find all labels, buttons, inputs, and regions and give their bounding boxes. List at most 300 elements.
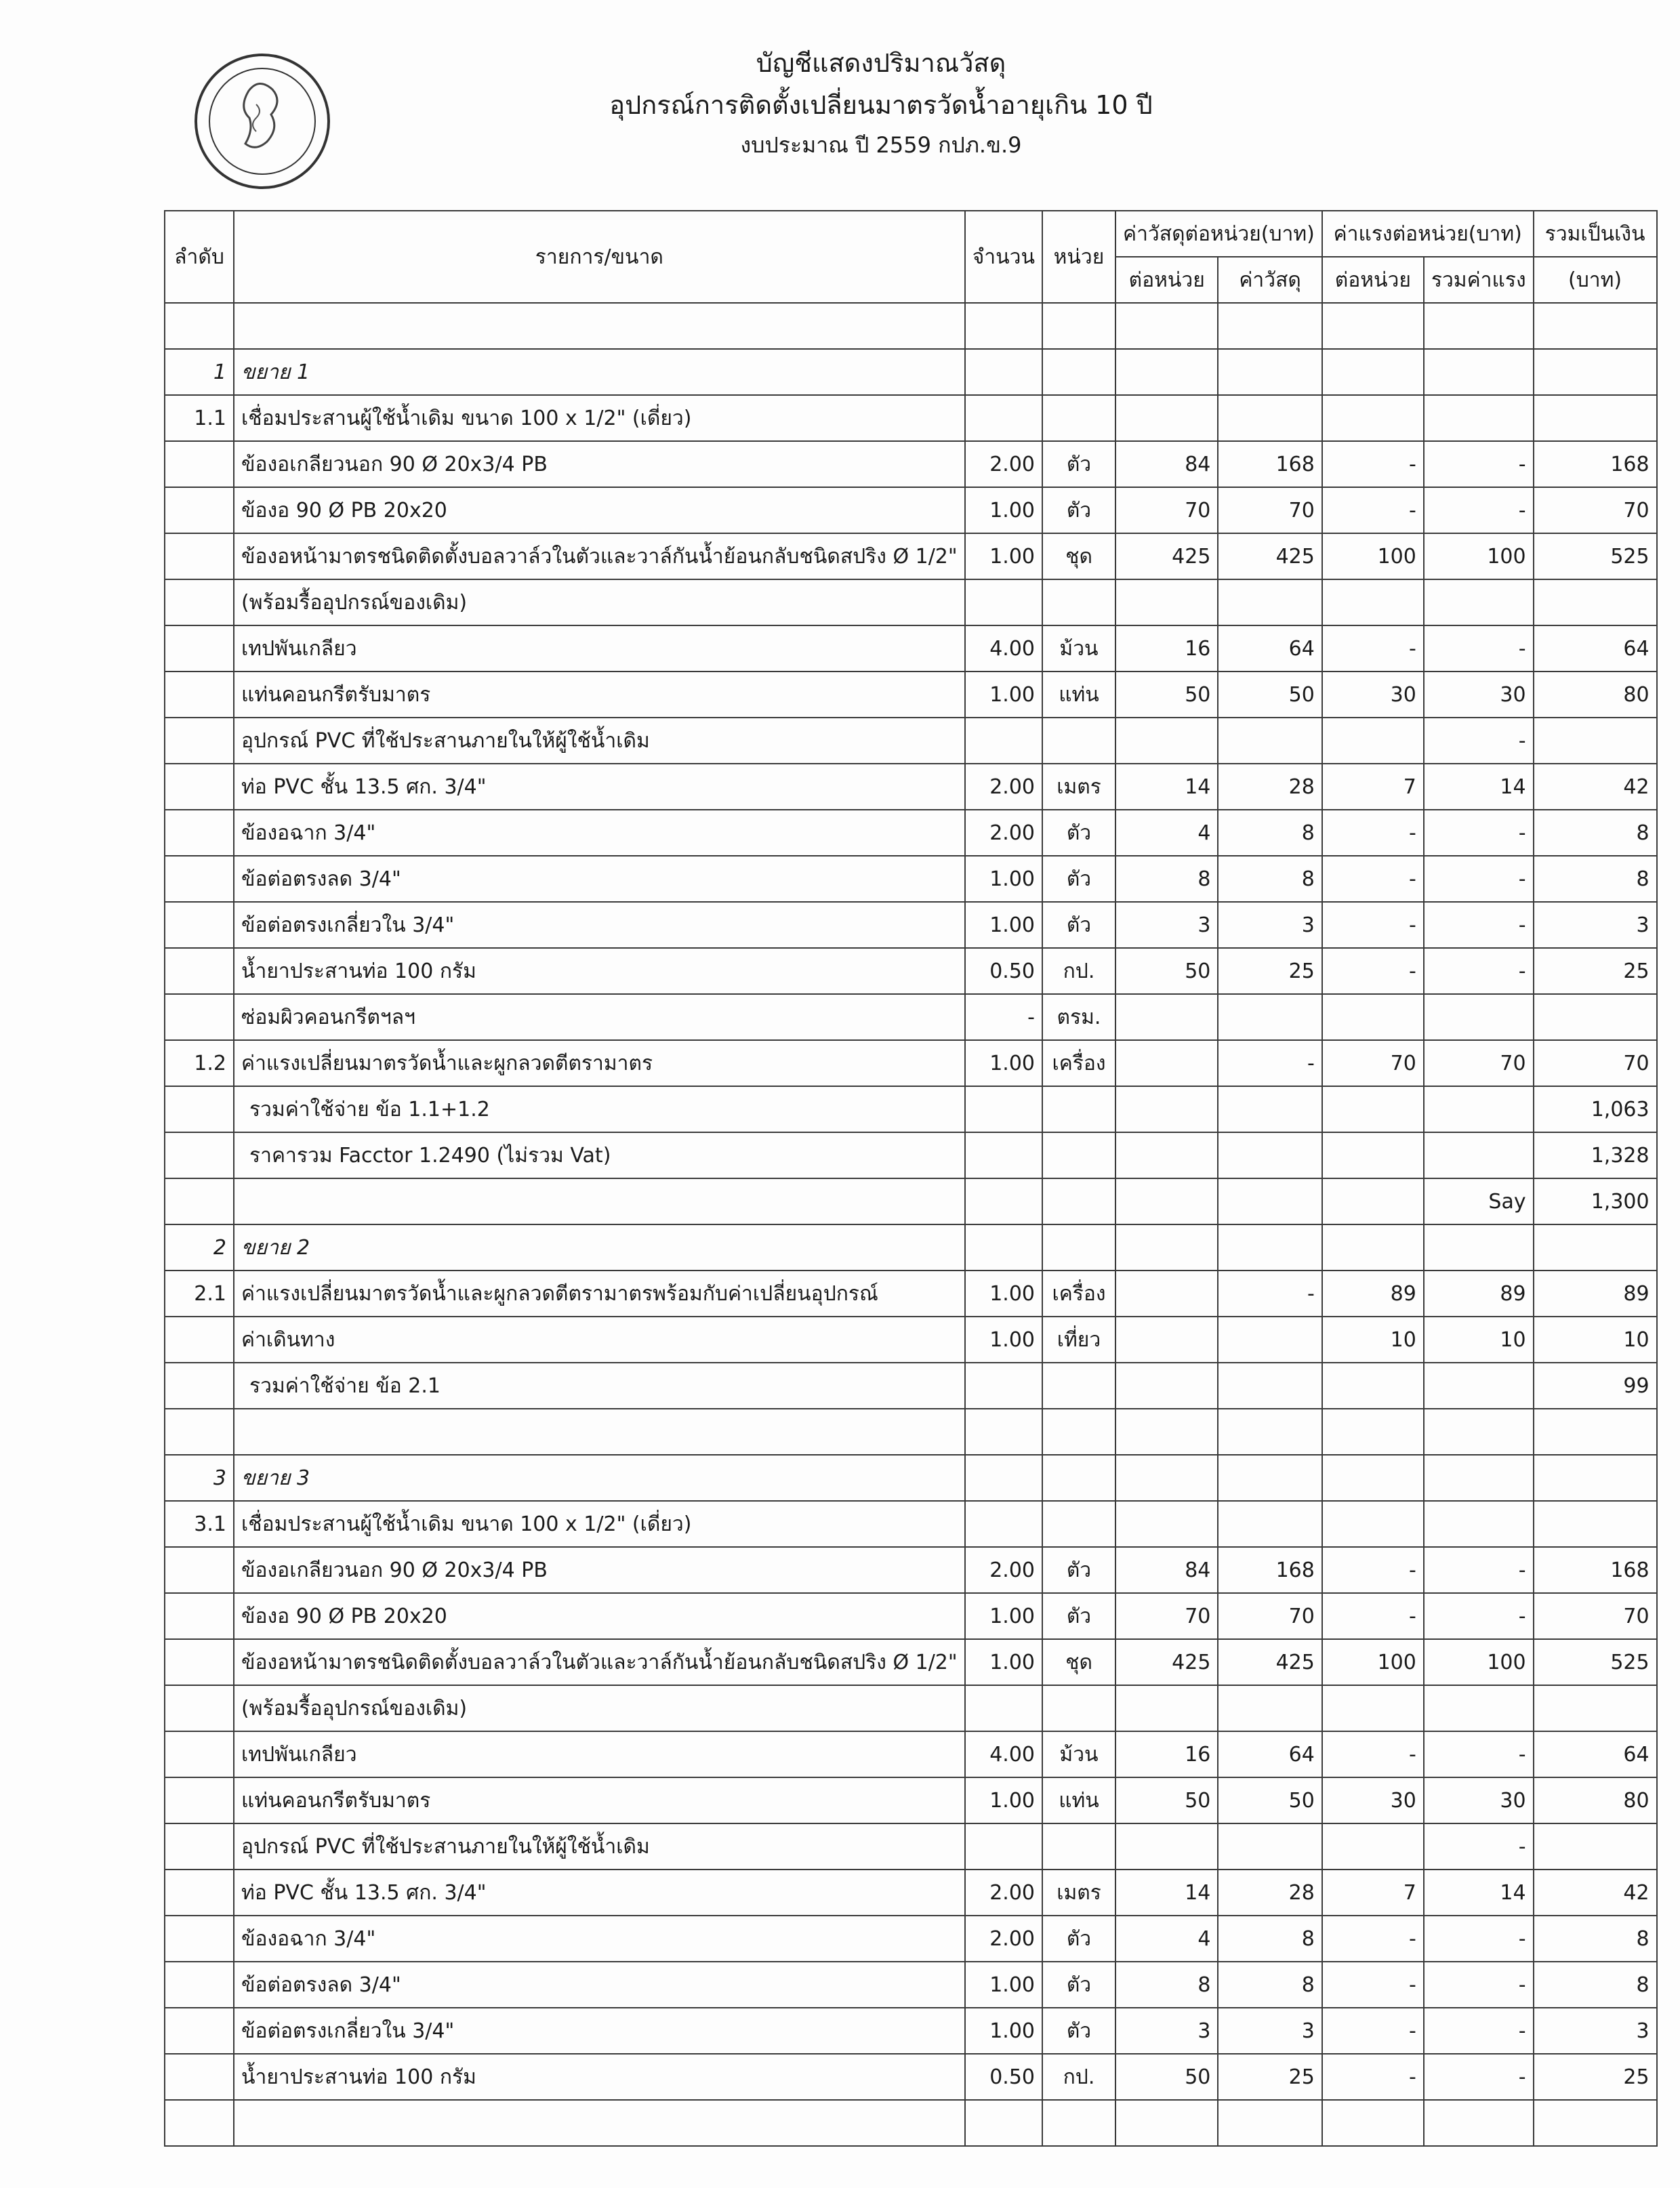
- section-row: [165, 1224, 1657, 1271]
- cell-labor-unit-price: -: [1322, 856, 1424, 902]
- cell-total: 80: [1534, 1777, 1657, 1823]
- cell-total: 42: [1534, 764, 1657, 810]
- cell-labor-cost: [1424, 579, 1534, 625]
- cell-total: 8: [1534, 856, 1657, 902]
- cell-material-cost: 70: [1218, 487, 1322, 533]
- cell-labor-unit-price: 100: [1322, 533, 1424, 579]
- cell-total: [1534, 994, 1657, 1040]
- cell-total: [1534, 1501, 1657, 1547]
- cell-unit: ตรม.: [1042, 994, 1115, 1040]
- cell-item-no: [165, 579, 234, 625]
- cell-unit: เมตร: [1042, 764, 1115, 810]
- col-no-header: ลำดับ: [165, 211, 234, 303]
- document-title: บัญชีแสดงปริมาณวัสดุ: [756, 48, 1006, 78]
- cell-description: เทปพันเกลียว: [234, 625, 965, 672]
- table-row: [165, 672, 1657, 718]
- cell-labor-cost: -: [1424, 1593, 1534, 1639]
- cell-total: 70: [1534, 1040, 1657, 1086]
- cell-total: 8: [1534, 1962, 1657, 2008]
- cell-unit: [1042, 579, 1115, 625]
- cell-unit: [1042, 1823, 1115, 1870]
- cell-description: ค่าแรงเปลี่ยนมาตรวัดน้ำและผูกลวดตีตรามาตร: [234, 1040, 965, 1086]
- cell-material-unit-price: 50: [1115, 672, 1218, 718]
- cell-item-no: [165, 1086, 234, 1132]
- cell-total: 80: [1534, 672, 1657, 718]
- cell-labor-unit-price: 10: [1322, 1317, 1424, 1363]
- cell-quantity: [965, 1501, 1042, 1547]
- cell-quantity: [965, 718, 1042, 764]
- cell-labor-unit-price: [1322, 349, 1424, 395]
- cell-description: ราคารวม Facctor 1.2490 (ไม่รวม Vat): [234, 1132, 965, 1178]
- cell-description: เทปพันเกลียว: [234, 1731, 965, 1777]
- table-row: [165, 1501, 1657, 1547]
- cell-quantity: 1.00: [965, 2008, 1042, 2054]
- cell-description: ขยาย 3: [234, 1455, 965, 1501]
- cell-quantity: 1.00: [965, 1317, 1042, 1363]
- table-row: [165, 948, 1657, 994]
- cell-total: 10: [1534, 1317, 1657, 1363]
- cell-unit: ตัว: [1042, 810, 1115, 856]
- cell-unit: [1042, 349, 1115, 395]
- cell-material-cost: 25: [1218, 948, 1322, 994]
- cell-material-cost: [1218, 1317, 1322, 1363]
- cell-total: 70: [1534, 487, 1657, 533]
- cell-labor-cost: -: [1424, 948, 1534, 994]
- cell-total: 25: [1534, 948, 1657, 994]
- cell-empty: [234, 2100, 965, 2146]
- cell-material-unit-price: [1115, 1317, 1218, 1363]
- cell-material-cost: [1218, 1685, 1322, 1731]
- cell-unit: [1042, 1409, 1115, 1455]
- cell-material-cost: [1218, 1363, 1322, 1409]
- cell-unit: [1042, 1224, 1115, 1271]
- cell-material-cost: 8: [1218, 810, 1322, 856]
- cell-quantity: 1.00: [965, 533, 1042, 579]
- cell-item-no: [165, 1363, 234, 1409]
- cell-labor-cost: -: [1424, 441, 1534, 487]
- cell-item-no: 1: [165, 349, 234, 395]
- cell-labor-cost: -: [1424, 487, 1534, 533]
- cell-total: [1534, 579, 1657, 625]
- cell-description: (พร้อมรื้ออุปกรณ์ของเดิม): [234, 1685, 965, 1731]
- cell-description: เชื่อมประสานผู้ใช้น้ำเดิม ขนาด 100 x 1/2" (เดี่ยว): [234, 1501, 965, 1547]
- cell-item-no: [165, 1639, 234, 1685]
- cell-material-cost: 3: [1218, 902, 1322, 948]
- cell-labor-cost: [1424, 1132, 1534, 1178]
- cell-item-no: [165, 2054, 234, 2100]
- cell-unit: [1042, 1685, 1115, 1731]
- cell-description: [234, 303, 965, 349]
- cell-quantity: [965, 579, 1042, 625]
- table-row: [165, 1271, 1657, 1317]
- table-body: [165, 303, 1657, 2146]
- cell-item-no: [165, 948, 234, 994]
- bill-of-materials-table: [164, 210, 1658, 2147]
- cell-material-cost: [1218, 1823, 1322, 1870]
- cell-labor-cost: 89: [1424, 1271, 1534, 1317]
- cell-material-cost: 8: [1218, 1962, 1322, 2008]
- cell-labor-cost: -: [1424, 810, 1534, 856]
- cell-unit: [1042, 718, 1115, 764]
- cell-material-cost: [1218, 579, 1322, 625]
- cell-item-no: [165, 856, 234, 902]
- table-row: [165, 1317, 1657, 1363]
- table-row: [165, 1547, 1657, 1593]
- cell-labor-unit-price: -: [1322, 1547, 1424, 1593]
- cell-quantity: [965, 349, 1042, 395]
- cell-quantity: 4.00: [965, 1731, 1042, 1777]
- cell-labor-unit-price: 7: [1322, 1870, 1424, 1916]
- cell-material-unit-price: 4: [1115, 810, 1218, 856]
- cell-labor-cost: -: [1424, 718, 1534, 764]
- cell-unit: [1042, 1132, 1115, 1178]
- cell-unit: ชุด: [1042, 1639, 1115, 1685]
- cell-total: [1534, 718, 1657, 764]
- cell-total: 525: [1534, 1639, 1657, 1685]
- cell-unit: ตัว: [1042, 487, 1115, 533]
- cell-unit: [1042, 1501, 1115, 1547]
- table-row: [165, 487, 1657, 533]
- table-row: [165, 1731, 1657, 1777]
- cell-labor-unit-price: [1322, 1363, 1424, 1409]
- cell-total: [1534, 303, 1657, 349]
- cell-total: [1534, 395, 1657, 441]
- cell-material-cost: 50: [1218, 1777, 1322, 1823]
- cell-labor-cost: -: [1424, 1916, 1534, 1962]
- cell-material-unit-price: 50: [1115, 948, 1218, 994]
- table-row: [165, 1639, 1657, 1685]
- cell-material-cost: [1218, 1501, 1322, 1547]
- cell-material-unit-price: 16: [1115, 625, 1218, 672]
- cell-unit: [1042, 1455, 1115, 1501]
- cell-unit: กป.: [1042, 948, 1115, 994]
- cell-quantity: [965, 395, 1042, 441]
- cell-material-unit-price: [1115, 718, 1218, 764]
- cell-material-cost: 70: [1218, 1593, 1322, 1639]
- cell-labor-cost: [1424, 1409, 1534, 1455]
- cell-labor-unit-price: [1322, 1409, 1424, 1455]
- cell-material-cost: 8: [1218, 856, 1322, 902]
- budget-line: งบประมาณ ปี 2559 กปภ.ข.9: [740, 132, 1022, 158]
- cell-labor-cost: [1424, 1685, 1534, 1731]
- cell-description: ซ่อมผิวคอนกรีตฯลฯ: [234, 994, 965, 1040]
- cell-item-no: [165, 1685, 234, 1731]
- cell-labor-cost: 70: [1424, 1040, 1534, 1086]
- cell-labor-cost: [1424, 1455, 1534, 1501]
- cell-material-cost: [1218, 303, 1322, 349]
- cell-labor-unit-price: [1322, 994, 1424, 1040]
- cell-quantity: 1.00: [965, 1777, 1042, 1823]
- table-row: [165, 441, 1657, 487]
- cell-labor-cost: 100: [1424, 533, 1534, 579]
- cell-item-no: [165, 902, 234, 948]
- cell-quantity: 1.00: [965, 1271, 1042, 1317]
- cell-item-no: 2: [165, 1224, 234, 1271]
- cell-item-no: [165, 441, 234, 487]
- cell-description: แท่นคอนกรีตรับมาตร: [234, 1777, 965, 1823]
- cell-total: 42: [1534, 1870, 1657, 1916]
- col-material-total-header: ค่าวัสดุ: [1218, 257, 1322, 303]
- cell-material-cost: [1218, 994, 1322, 1040]
- cell-description: ข้องอเกลียวนอก 90 Ø 20x3/4 PB: [234, 441, 965, 487]
- cell-total: 64: [1534, 1731, 1657, 1777]
- cell-unit: [1042, 395, 1115, 441]
- cell-description: ค่าเดินทาง: [234, 1317, 965, 1363]
- cell-labor-cost: -: [1424, 1962, 1534, 2008]
- cell-total: 8: [1534, 810, 1657, 856]
- cell-quantity: 1.00: [965, 902, 1042, 948]
- cell-material-unit-price: 4: [1115, 1916, 1218, 1962]
- cell-total: [1534, 1685, 1657, 1731]
- cell-unit: [1042, 1086, 1115, 1132]
- cell-total: 8: [1534, 1916, 1657, 1962]
- col-desc-header: รายการ/ขนาด: [234, 211, 965, 303]
- cell-quantity: 0.50: [965, 948, 1042, 994]
- cell-material-cost: 168: [1218, 441, 1322, 487]
- cell-labor-unit-price: -: [1322, 1731, 1424, 1777]
- cell-total: [1534, 349, 1657, 395]
- cell-item-no: [165, 487, 234, 533]
- cell-material-unit-price: 8: [1115, 1962, 1218, 2008]
- cell-item-no: [165, 994, 234, 1040]
- col-labor-total-header: รวมค่าแรง: [1424, 257, 1534, 303]
- cell-material-cost: 28: [1218, 1870, 1322, 1916]
- cell-unit: แท่น: [1042, 1777, 1115, 1823]
- cell-material-unit-price: [1115, 349, 1218, 395]
- cell-labor-unit-price: -: [1322, 487, 1424, 533]
- cell-description: ข้อต่อตรงลด 3/4": [234, 1962, 965, 2008]
- cell-empty: [1424, 2100, 1534, 2146]
- table-row: [165, 1593, 1657, 1639]
- cell-quantity: [965, 1685, 1042, 1731]
- col-material-unit-header: ต่อหน่วย: [1115, 257, 1218, 303]
- cell-labor-unit-price: -: [1322, 902, 1424, 948]
- cell-labor-unit-price: [1322, 1086, 1424, 1132]
- cell-unit: ตัว: [1042, 1593, 1115, 1639]
- cell-labor-cost: 30: [1424, 1777, 1534, 1823]
- cell-description: แท่นคอนกรีตรับมาตร: [234, 672, 965, 718]
- cell-unit: ชุด: [1042, 533, 1115, 579]
- table-row: [165, 1685, 1657, 1731]
- table-row: [165, 764, 1657, 810]
- cell-unit: ตัว: [1042, 1962, 1115, 2008]
- col-qty-header: จำนวน: [965, 211, 1042, 303]
- document-header: [474, 42, 1288, 164]
- cell-labor-cost: 14: [1424, 1870, 1534, 1916]
- cell-material-cost: 50: [1218, 672, 1322, 718]
- cell-quantity: 1.00: [965, 672, 1042, 718]
- cell-unit: ตัว: [1042, 1916, 1115, 1962]
- cell-material-unit-price: [1115, 1455, 1218, 1501]
- cell-quantity: [965, 1363, 1042, 1409]
- cell-item-no: 2.1: [165, 1271, 234, 1317]
- cell-description: ข้องอฉาก 3/4": [234, 1916, 965, 1962]
- cell-description: [234, 1178, 965, 1224]
- cell-labor-cost: -: [1424, 2008, 1534, 2054]
- cell-material-cost: [1218, 1132, 1322, 1178]
- cell-description: ข้อต่อตรงเกลี่ยวใน 3/4": [234, 902, 965, 948]
- cell-labor-unit-price: [1322, 395, 1424, 441]
- cell-quantity: [965, 1224, 1042, 1271]
- cell-description: ค่าแรงเปลี่ยนมาตรวัดน้ำและผูกลวดตีตรามาตรพร้อมกับค่าเปลี่ยนอุปกรณ์: [234, 1271, 965, 1317]
- cell-material-cost: 25: [1218, 2054, 1322, 2100]
- cell-unit: เครื่อง: [1042, 1271, 1115, 1317]
- cell-labor-unit-price: [1322, 1455, 1424, 1501]
- cell-item-no: 3.1: [165, 1501, 234, 1547]
- cell-material-unit-price: [1115, 1823, 1218, 1870]
- cell-labor-unit-price: [1322, 718, 1424, 764]
- cell-item-no: [165, 1593, 234, 1639]
- cell-material-unit-price: [1115, 579, 1218, 625]
- cell-quantity: [965, 1823, 1042, 1870]
- cell-quantity: 0.50: [965, 2054, 1042, 2100]
- cell-labor-unit-price: [1322, 1224, 1424, 1271]
- cell-quantity: 2.00: [965, 1916, 1042, 1962]
- cell-material-cost: 64: [1218, 1731, 1322, 1777]
- cell-description: ข้องอหน้ามาตรชนิดติดตั้งบอลวาล์วในตัวและวาล์กันน้ำย้อนกลับชนิดสปริง Ø 1/2": [234, 1639, 965, 1685]
- cell-description: (พร้อมรื้ออุปกรณ์ของเดิม): [234, 579, 965, 625]
- cell-labor-unit-price: [1322, 1685, 1424, 1731]
- col-total-group-header: รวมเป็นเงิน: [1534, 211, 1657, 257]
- cell-total: 1,300: [1534, 1178, 1657, 1224]
- cell-material-cost: -: [1218, 1271, 1322, 1317]
- cell-material-cost: [1218, 1409, 1322, 1455]
- cell-labor-unit-price: [1322, 1823, 1424, 1870]
- cell-material-unit-price: [1115, 303, 1218, 349]
- cell-total: 3: [1534, 902, 1657, 948]
- cell-labor-unit-price: -: [1322, 948, 1424, 994]
- cell-unit: เที่ยว: [1042, 1317, 1115, 1363]
- col-material-group-header: ค่าวัสดุต่อหน่วย(บาท): [1115, 211, 1322, 257]
- cell-total: 525: [1534, 533, 1657, 579]
- cell-quantity: -: [965, 994, 1042, 1040]
- cell-material-unit-price: [1115, 395, 1218, 441]
- cell-unit: ตัว: [1042, 856, 1115, 902]
- cell-item-no: [165, 718, 234, 764]
- cell-total: 25: [1534, 2054, 1657, 2100]
- cell-labor-cost: -: [1424, 1731, 1534, 1777]
- cell-labor-unit-price: 89: [1322, 1271, 1424, 1317]
- cell-unit: ตัว: [1042, 1547, 1115, 1593]
- cell-labor-cost: [1424, 1501, 1534, 1547]
- cell-item-no: [165, 1317, 234, 1363]
- cell-material-unit-price: 84: [1115, 1547, 1218, 1593]
- cell-labor-cost: 100: [1424, 1639, 1534, 1685]
- cell-unit: เมตร: [1042, 1870, 1115, 1916]
- cell-labor-unit-price: -: [1322, 2008, 1424, 2054]
- cell-item-no: [165, 1823, 234, 1870]
- cell-description: รวมค่าใช้จ่าย ข้อ 2.1: [234, 1363, 965, 1409]
- table-row: [165, 625, 1657, 672]
- cell-labor-cost: [1424, 1086, 1534, 1132]
- cell-material-unit-price: [1115, 1409, 1218, 1455]
- table-row: [165, 1870, 1657, 1916]
- cell-material-unit-price: 16: [1115, 1731, 1218, 1777]
- cell-labor-unit-price: [1322, 1501, 1424, 1547]
- cell-unit: [1042, 1363, 1115, 1409]
- cell-material-unit-price: [1115, 1271, 1218, 1317]
- cell-quantity: 2.00: [965, 441, 1042, 487]
- cell-description: ข้องอเกลียวนอก 90 Ø 20x3/4 PB: [234, 1547, 965, 1593]
- cell-item-no: [165, 810, 234, 856]
- cell-material-unit-price: [1115, 1224, 1218, 1271]
- cell-unit: กป.: [1042, 2054, 1115, 2100]
- cell-labor-unit-price: -: [1322, 1962, 1424, 2008]
- cell-quantity: [965, 1178, 1042, 1224]
- cell-item-no: [165, 625, 234, 672]
- cell-labor-cost: -: [1424, 856, 1534, 902]
- table-row: [165, 1962, 1657, 2008]
- cell-quantity: [965, 1455, 1042, 1501]
- cell-quantity: [965, 1409, 1042, 1455]
- cell-item-no: [165, 1962, 234, 2008]
- cell-labor-unit-price: [1322, 579, 1424, 625]
- cell-material-cost: 425: [1218, 533, 1322, 579]
- cell-item-no: [165, 1916, 234, 1962]
- cell-item-no: [165, 1777, 234, 1823]
- cell-item-no: [165, 1870, 234, 1916]
- cell-empty: [1115, 2100, 1218, 2146]
- cell-description: ข้องอหน้ามาตรชนิดติดตั้งบอลวาล์วในตัวและวาล์กันน้ำย้อนกลับชนิดสปริง Ø 1/2": [234, 533, 965, 579]
- table-row: [165, 902, 1657, 948]
- cell-material-cost: [1218, 349, 1322, 395]
- cell-description: เชื่อมประสานผู้ใช้น้ำเดิม ขนาด 100 x 1/2" (เดี่ยว): [234, 395, 965, 441]
- cell-empty: [965, 2100, 1042, 2146]
- cell-empty: [1042, 2100, 1115, 2146]
- cell-quantity: 1.00: [965, 487, 1042, 533]
- cell-labor-unit-price: 30: [1322, 1777, 1424, 1823]
- cell-labor-cost: 14: [1424, 764, 1534, 810]
- cell-item-no: [165, 672, 234, 718]
- cell-material-unit-price: 14: [1115, 1870, 1218, 1916]
- document-subtitle: อุปกรณ์การติดตั้งเปลี่ยนมาตรวัดน้ำอายุเกิน 10 ปี: [609, 90, 1153, 120]
- cell-empty: [1322, 2100, 1424, 2146]
- cell-labor-cost: -: [1424, 625, 1534, 672]
- cell-material-unit-price: 50: [1115, 1777, 1218, 1823]
- cell-unit: แท่น: [1042, 672, 1115, 718]
- cell-material-cost: 168: [1218, 1547, 1322, 1593]
- cell-labor-cost: 10: [1424, 1317, 1534, 1363]
- table-row: [165, 1178, 1657, 1224]
- cell-total: 89: [1534, 1271, 1657, 1317]
- cell-quantity: 2.00: [965, 810, 1042, 856]
- cell-material-cost: 64: [1218, 625, 1322, 672]
- cell-quantity: 1.00: [965, 1040, 1042, 1086]
- table-row: [165, 1132, 1657, 1178]
- cell-unit: [1042, 1178, 1115, 1224]
- cell-labor-cost: -: [1424, 1823, 1534, 1870]
- cell-description: ข้องอ 90 Ø PB 20x20: [234, 487, 965, 533]
- table-row: [165, 1777, 1657, 1823]
- cell-labor-unit-price: 70: [1322, 1040, 1424, 1086]
- table-row: [165, 1363, 1657, 1409]
- cell-material-unit-price: 8: [1115, 856, 1218, 902]
- cell-material-unit-price: [1115, 1685, 1218, 1731]
- cell-total: [1534, 1224, 1657, 1271]
- cell-item-no: [165, 1132, 234, 1178]
- cell-labor-cost: -: [1424, 2054, 1534, 2100]
- cell-quantity: [965, 303, 1042, 349]
- cell-item-no: 1.2: [165, 1040, 234, 1086]
- table-row: [165, 303, 1657, 349]
- cell-item-no: [165, 1178, 234, 1224]
- table-row: [165, 395, 1657, 441]
- cell-material-unit-price: 3: [1115, 902, 1218, 948]
- cell-labor-unit-price: [1322, 1132, 1424, 1178]
- header-row-1: [165, 211, 1657, 257]
- table-row: [165, 2008, 1657, 2054]
- cell-material-unit-price: 3: [1115, 2008, 1218, 2054]
